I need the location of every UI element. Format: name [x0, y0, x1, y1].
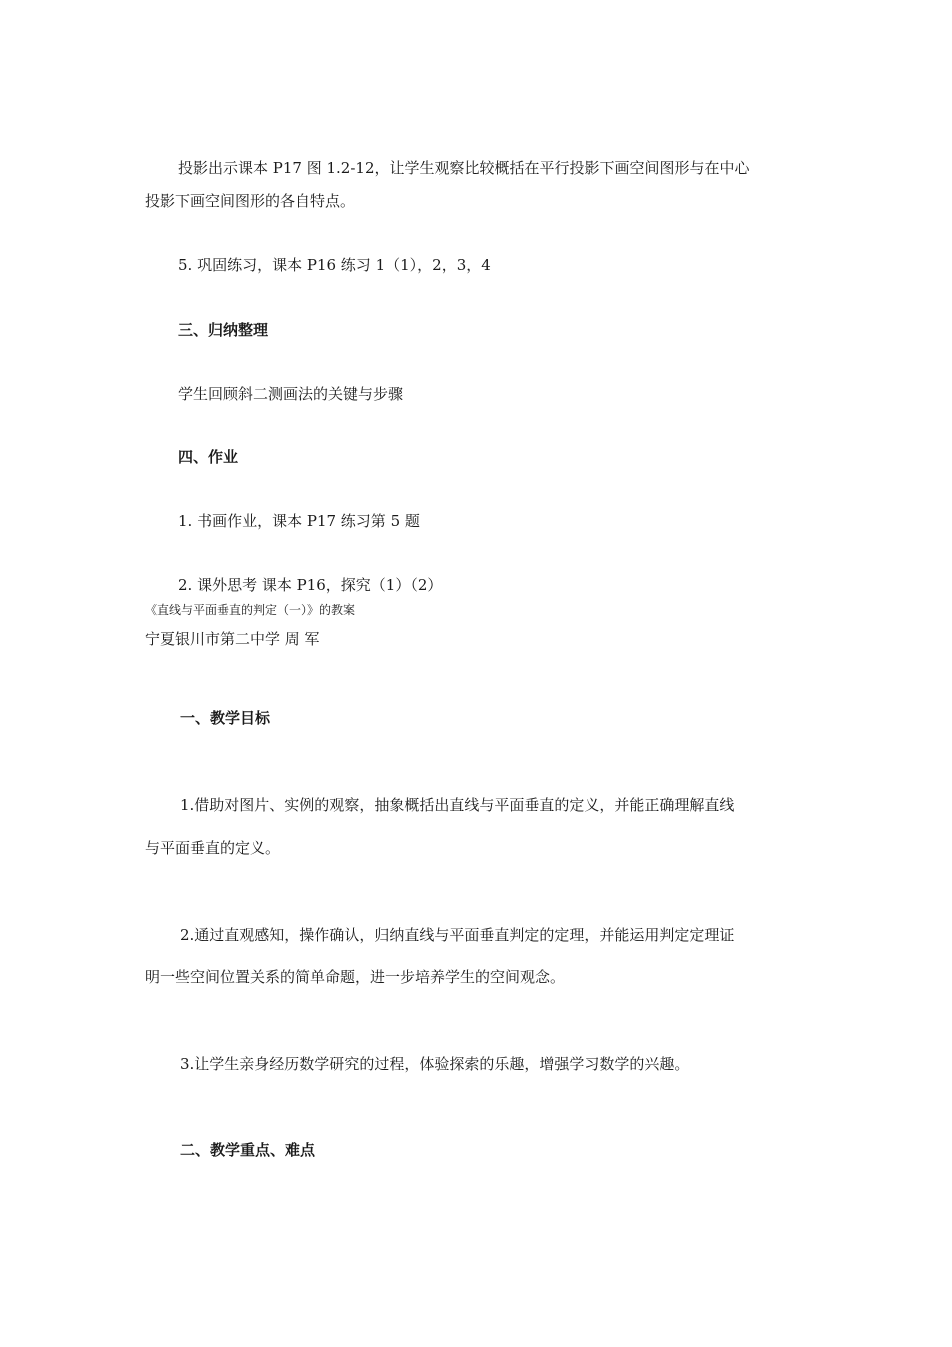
paragraph-line: 3.让学生亲身经历数学研究的过程，体验探索的乐趣，增强学习数学的兴趣。 [180, 1055, 690, 1073]
homework-item: 1. 书画作业，课本 P17 练习第 5 题 [178, 512, 420, 530]
exercise-item: 5. 巩固练习，课本 P16 练习 1（1），2，3，4 [178, 256, 491, 274]
paragraph-line: 明一些空间位置关系的简单命题，进一步培养学生的空间观念。 [145, 968, 566, 986]
paragraph-line: 投影下画空间图形的各自特点。 [145, 192, 356, 210]
document-title: 《直线与平面垂直的判定（一）》的教案 [145, 603, 356, 617]
paragraph-line: 投影出示课本 P17 图 1.2-12，让学生观察比较概括在平行投影下画空间图形与在中心 [178, 159, 750, 177]
paragraph-line: 2.通过直观感知，操作确认，归纳直线与平面垂直判定的定理，并能运用判定定理证 [180, 926, 735, 944]
homework-item: 2. 课外思考 课本 P16，探究（1）（2） [178, 576, 443, 594]
paragraph-line: 与平面垂直的定义。 [145, 839, 281, 857]
summary-text: 学生回顾斜二测画法的关键与步骤 [178, 385, 404, 403]
author-line: 宁夏银川市第二中学 周 军 [145, 630, 320, 648]
section-heading: 一、教学目标 [180, 709, 271, 727]
section-heading: 二、教学重点、难点 [180, 1141, 316, 1159]
paragraph-line: 1.借助对图片、实例的观察，抽象概括出直线与平面垂直的定义，并能正确理解直线 [180, 796, 735, 814]
section-heading: 四、作业 [178, 448, 239, 466]
section-heading: 三、归纳整理 [178, 321, 269, 339]
